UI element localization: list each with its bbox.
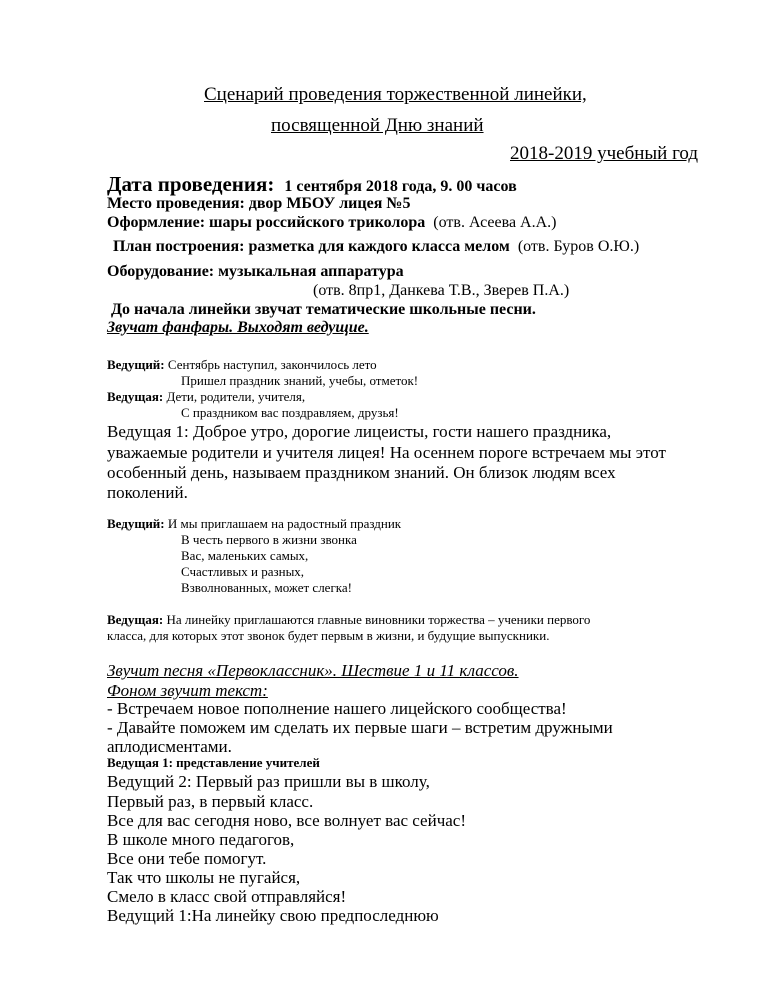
date-value: 1 сентября 2018 года, 9. 00 часов [284, 178, 517, 195]
paragraph-line: особенный день, называем праздником знаний. Он близок людям всех [107, 463, 616, 482]
paragraph-line: уважаемые родители и учителя лицея! На осеннем пороге встречаем мы этот [107, 443, 666, 462]
text-line: На линейку приглашаются главные виновники торжества – ученики первого [166, 612, 591, 627]
verse-line: И мы приглашаем на радостный праздник [167, 516, 402, 531]
place-line: Место проведения: двор МБОУ лицея №5 [107, 195, 411, 212]
host-label: Ведущая: [107, 612, 164, 627]
song-line: Звучит песня «Первоклассник». Шествие 1 и 11 классов. [107, 661, 519, 680]
host-label: Ведущий: [107, 516, 165, 531]
host-1-verse [107, 358, 377, 373]
host-3-verse [107, 517, 401, 532]
decor-line [107, 214, 556, 232]
host-label: Ведущая: [107, 389, 164, 404]
text-line: аплодисментами. [107, 737, 232, 756]
poem-line: В школе много педагогов, [107, 830, 295, 849]
equipment-responsible: (отв. 8пр1, Данкева Т.В., Зверев П.А.) [313, 282, 570, 299]
plan-line [113, 238, 639, 256]
text-line: - Давайте поможем им сделать их первые шаги – встретим дружными [107, 718, 613, 737]
poem-line: Смело в класс свой отправляйся! [107, 887, 347, 906]
poem-line: Первый раз, в первый класс. [107, 792, 314, 811]
poem-line: Так что школы не пугайся, [107, 868, 301, 887]
background-text-label: Фоном звучит текст: [107, 681, 268, 700]
before-start-line: До начала линейки звучат тематические школьные песни. [111, 301, 536, 318]
poem-line: Ведущий 1:На линейку свою предпоследнюю [107, 906, 439, 925]
plan-responsible: (отв. Буров О.Ю.) [517, 238, 640, 255]
verse-line: В честь первого в жизни звонка [181, 532, 357, 547]
verse-line: Взволнованных, может слегка! [181, 580, 353, 595]
teachers-intro: Ведущая 1: представление учителей [107, 755, 320, 770]
host-2-verse [107, 390, 305, 405]
verse-line: Дети, родители, учителя, [166, 389, 306, 404]
paragraph-line: Ведущая 1: Доброе утро, дорогие лицеисты, гости нашего праздника, [107, 422, 612, 441]
poem-line: Все они тебе помогут. [107, 849, 267, 868]
decor-label: Оформление: шары российского триколора [107, 214, 426, 231]
fanfare-line: Звучат фанфары. Выходят ведущие. [107, 319, 369, 336]
date-line [107, 172, 517, 196]
host-4-text [107, 613, 590, 628]
school-year: 2018-2019 учебный год [510, 143, 699, 164]
text-line: - Встречаем новое пополнение нашего лицейского сообщества! [107, 699, 567, 718]
poem-line: Ведущий 2: Первый раз пришли вы в школу, [107, 772, 430, 791]
verse-line: С праздником вас поздравляем, друзья! [181, 405, 399, 420]
title-line-1: Сценарий проведения торжественной линейки, [204, 84, 587, 105]
plan-label: План построения: разметка для каждого класса мелом [113, 238, 510, 255]
decor-responsible: (отв. Асеева А.А.) [433, 214, 557, 231]
poem-line: Все для вас сегодня ново, все волнует вас сейчас! [107, 811, 467, 830]
host-label: Ведущий: [107, 357, 165, 372]
verse-line: Вас, маленьких самых, [181, 548, 309, 563]
paragraph-line: поколений. [107, 483, 188, 502]
date-label: Дата проведения: [107, 172, 275, 196]
equipment-line: Оборудование: музыкальная аппаратура [107, 263, 404, 280]
verse-line: Пришел праздник знаний, учебы, отметок! [181, 373, 419, 388]
verse-line: Счастливых и разных, [181, 564, 305, 579]
text-line: класса, для которых этот звонок будет первым в жизни, и будущие выпускники. [107, 628, 550, 643]
title-line-2: посвященной Дню знаний [271, 115, 484, 136]
verse-line: Сентябрь наступил, закончилось лето [167, 357, 377, 372]
